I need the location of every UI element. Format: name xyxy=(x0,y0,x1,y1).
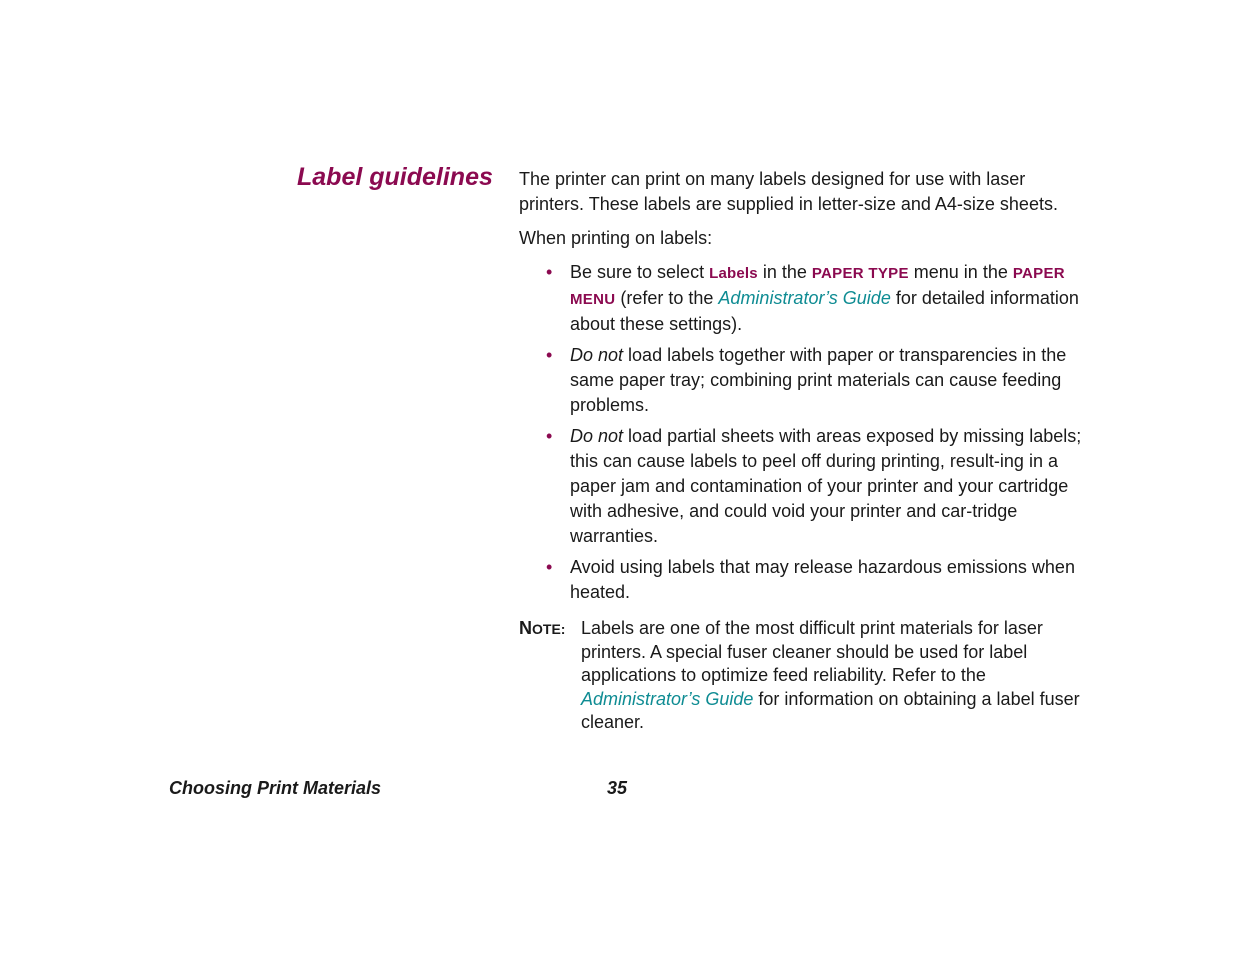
bullet-icon: • xyxy=(546,262,553,282)
note-label-rest: OTE: xyxy=(532,621,566,637)
paper-type-keyword: PAPER TYPE xyxy=(811,265,909,282)
emphasis-do-not: Do not xyxy=(570,426,624,446)
bullet-icon: • xyxy=(546,557,553,577)
note-label xyxy=(519,617,565,642)
list-item xyxy=(546,260,1089,337)
text-run: load labels together with paper or transparencies in the same paper tray; combining print materials can cause feeding problems. xyxy=(570,345,1067,415)
bullet-icon: • xyxy=(546,426,553,446)
text-run: Be sure to select xyxy=(570,262,710,282)
section-heading: Label guidelines xyxy=(297,163,493,191)
lead-in-paragraph: When printing on labels: xyxy=(519,228,713,248)
text-run: for information on obtaining a label fuser cleaner. xyxy=(581,688,1080,732)
footer-page-number: 35 xyxy=(607,778,628,798)
paper-menu-keyword: PAPER MENU xyxy=(570,265,1065,308)
note-block xyxy=(519,617,1089,735)
guideline-list xyxy=(519,260,1089,605)
administrators-guide-link[interactable]: Administrator’s Guide xyxy=(718,288,891,308)
administrators-guide-link[interactable]: Administrator’s Guide xyxy=(581,688,754,709)
emphasis-do-not: Do not xyxy=(570,345,624,365)
text-run: load partial sheets with areas exposed by missing labels; this can cause labels to peel off during printing, result-ing in a paper jam and contamination of your printer and your cartridge with adhesive, and could void your printer and car-tridge warranties. xyxy=(570,426,1082,546)
labels-keyword: Labels xyxy=(709,265,758,282)
text-run: menu in the xyxy=(908,262,1013,282)
text-run: Avoid using labels that may release hazardous emissions when heated. xyxy=(570,557,1075,602)
list-item xyxy=(546,555,1089,605)
text-run: for detailed information about these settings). xyxy=(570,288,1079,334)
list-item xyxy=(546,424,1089,549)
section-body xyxy=(519,167,1089,735)
intro-paragraph: The printer can print on many labels designed for use with laser printers. These labels are supplied in letter-size and A4-size sheets. xyxy=(519,169,1058,214)
list-item xyxy=(546,343,1089,418)
text-run: Labels are one of the most difficult print materials for laser printers. A special fuser cleaner should be used for label applications to optimize feed reliability. Refer to the xyxy=(581,618,1043,685)
footer-chapter-title: Choosing Print Materials xyxy=(169,778,382,798)
text-run: in the xyxy=(757,262,812,282)
bullet-icon: • xyxy=(546,345,553,365)
note-label-initial: N xyxy=(519,618,532,638)
text-run: (refer to the xyxy=(615,288,719,308)
